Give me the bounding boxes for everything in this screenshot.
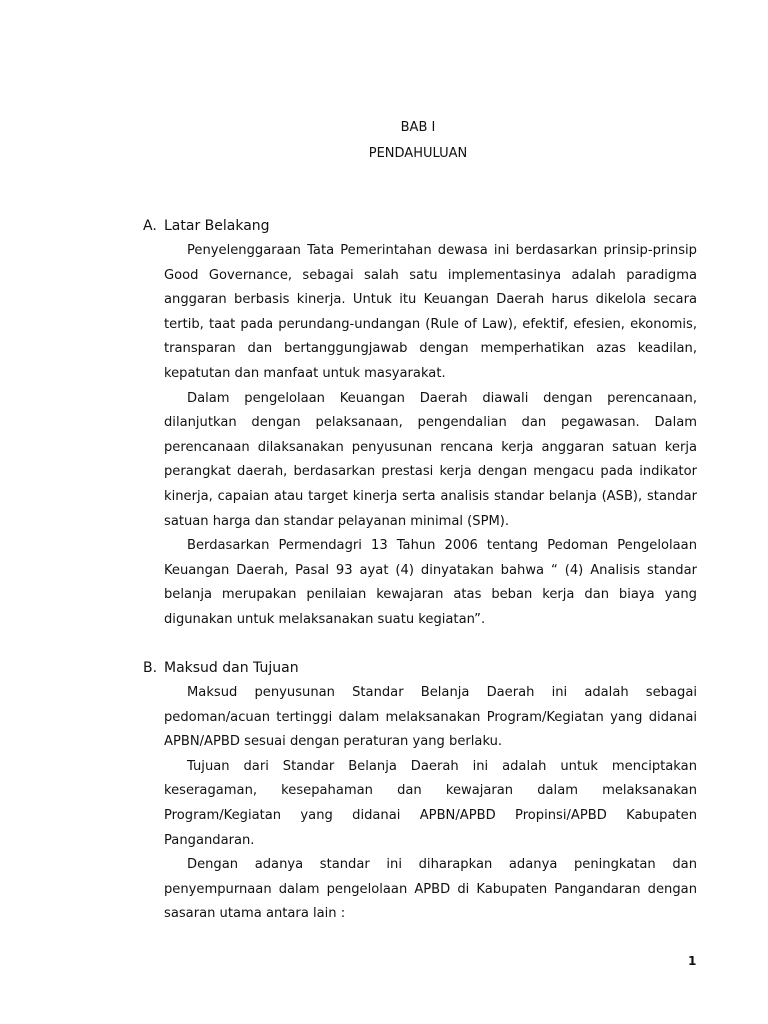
section-a-letter: A. bbox=[143, 218, 157, 234]
section-b-body bbox=[164, 681, 697, 927]
section-b-heading bbox=[143, 660, 703, 677]
section-a-paragraph-1: Penyelenggaraan Tata Pemerintahan dewasa ini berdasarkan prinsip-prinsip Good Governance, sebagai salah satu implementasinya adalah paradigma anggaran berbasis kinerja. Untuk itu Keuangan Daerah harus dikelola secara tertib, taat pada perundang-undangan (Rule of Law), efektif, efesien, ekonomis, transparan dan bertanggungjawab dengan memperhatikan azas keadilan, kepatutan dan manfaat untuk masyarakat. bbox=[164, 243, 697, 381]
chapter-label: BAB I bbox=[400, 120, 436, 135]
section-b-paragraph-1: Maksud penyusunan Standar Belanja Daerah ini adalah sebagai pedoman/acuan tertinggi dalam melaksanakan Program/Kegiatan yang didanai APBN/APBD sesuai dengan peraturan yang berlaku. bbox=[164, 685, 697, 750]
section-a-body bbox=[164, 239, 697, 633]
section-b-paragraph-2: Tujuan dari Standar Belanja Daerah ini adalah untuk menciptakan keseragaman, kesepahaman dan kewajaran dalam melaksanakan Program/Kegiatan yang didanai APBN/APBD Propinsi/APBD Kabupaten Pangandaran. bbox=[164, 758, 697, 848]
section-a-title: Latar Belakang bbox=[164, 218, 270, 234]
section-a-paragraph-2: Dalam pengelolaan Keuangan Daerah diawali dengan perencanaan, dilanjutkan dengan pelaksanaan, pengendalian dan pegawasan. Dalam perencanaan dilaksanakan penyusunan rencana kerja anggaran satuan kerja perangkat daerah, berdasarkan prestasi kerja dengan mengacu pada indikator kinerja, capaian atau target kinerja serta analisis standar belanja (ASB), standar satuan harga dan standar pelayanan minimal (SPM). bbox=[164, 390, 697, 529]
page-number: 1 bbox=[688, 954, 697, 968]
section-b-title: Maksud dan Tujuan bbox=[164, 660, 299, 676]
section-b-paragraph-3: Dengan adanya standar ini diharapkan adanya peningkatan dan penyempurnaan dalam pengelolaan APBD di Kabupaten Pangandaran dengan sasaran utama antara lain : bbox=[164, 857, 697, 922]
chapter-title: PENDAHULUAN bbox=[368, 146, 468, 161]
section-b-letter: B. bbox=[143, 660, 158, 676]
section-a-paragraph-3: Berdasarkan Permendagri 13 Tahun 2006 tentang Pedoman Pengelolaan Keuangan Daerah, Pasal 93 ayat (4) dinyatakan bahwa “ (4) Analisis standar belanja merupakan penilaian kewajaran atas beban kerja dan biaya yang digunakan untuk melaksanakan suatu kegiatan”. bbox=[164, 538, 697, 627]
section-a-heading bbox=[143, 218, 703, 235]
